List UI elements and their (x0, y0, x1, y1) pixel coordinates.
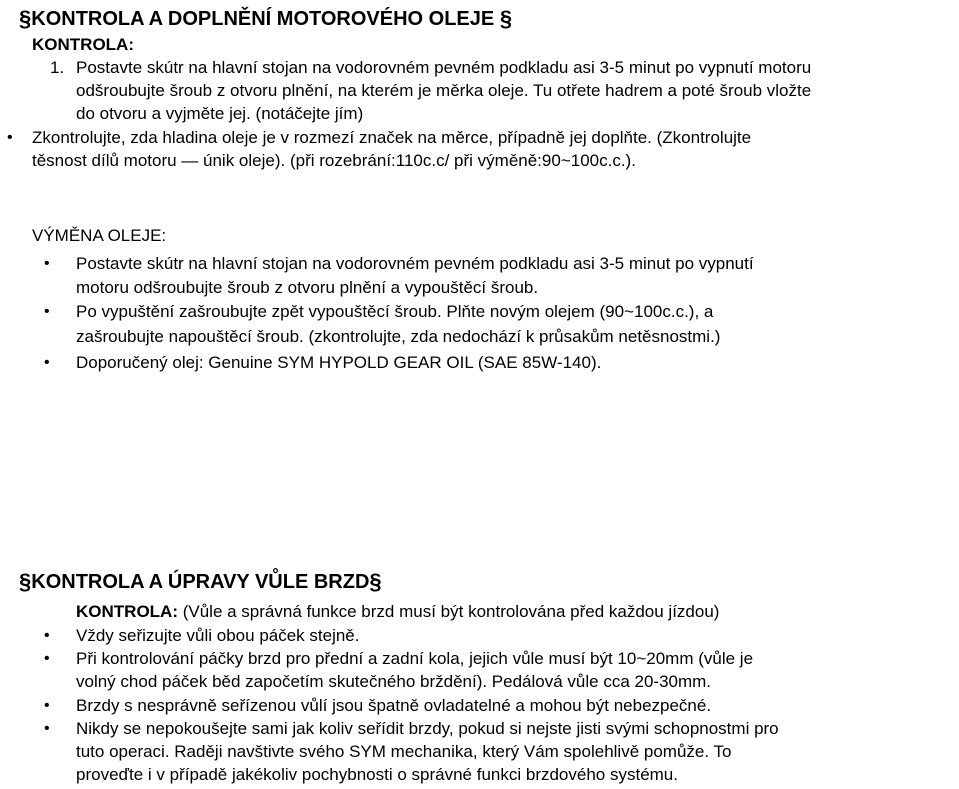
oil-change-heading: VÝMĚNA OLEJE: (32, 226, 167, 245)
oil-change-bullet-line: Doporučený olej: Genuine SYM HYPOLD GEAR OIL (SAE 85W-140). (76, 353, 602, 372)
brake-check-line (76, 600, 719, 623)
brake-bullet-line: Brzdy s nesprávně seřízenou vůlí jsou špatně ovladatelné a mohou být nebezpečné. (76, 696, 712, 715)
section-marker-icon: § (19, 569, 32, 594)
bullet-icon: • (44, 720, 50, 737)
bullet-icon: • (44, 650, 50, 667)
step1-line: odšroubujte šroub z otvoru plnění, na kterém je měrka oleje. Tu otřete hadrem a poté šroub vložte (76, 81, 812, 100)
brake-title-text: KONTROLA A ÚPRAVY VŮLE BRZD (31, 571, 370, 593)
brake-section-title (19, 569, 382, 595)
brake-bullet-line: volný chod páček běd započetím skutečného brždění). Pedálová vůle cca 20-30mm. (76, 672, 712, 691)
step-number: 1. (50, 58, 65, 77)
brake-bullet-line: Při kontrolování páčky brzd pro přední a zadní kola, jejich vůle musí být 10~20mm (vůle je (76, 649, 754, 668)
bullet-icon: • (44, 303, 50, 320)
bullet-icon: • (44, 255, 50, 272)
bullet-icon: • (7, 129, 13, 146)
oil-section-title (19, 6, 512, 32)
bullet-icon: • (44, 627, 50, 644)
oil-change-bullet-line: Po vypuštění zašroubujte zpět vypouštěcí šroub. Plňte novým olejem (90~100c.c.), a (76, 302, 714, 321)
bullet-icon: • (44, 354, 50, 371)
brake-check-label: KONTROLA: (76, 602, 178, 621)
section-marker-icon: § (369, 569, 382, 594)
section-marker-icon: § (499, 6, 513, 31)
oil-check-bullet-line: Zkontrolujte, zda hladina oleje je v rozmezí značek na měrce, případně jej doplňte. (Zkontrolujte (32, 128, 752, 147)
section-marker-icon: § (19, 6, 32, 31)
step1-line: do otvoru a vyjměte jej. (notáčejte jím) (76, 104, 364, 123)
oil-check-heading: KONTROLA: (32, 35, 134, 54)
brake-bullet-line: Nikdy se nepokoušejte sami jak koliv seřídit brzdy, pokud si nejste jisti svými schopnostmi pro (76, 719, 779, 738)
step1-line: Postavte skútr na hlavní stojan na vodorovném pevném podkladu asi 3-5 minut po vypnutí motoru (76, 58, 812, 77)
oil-change-bullet-line: Postavte skútr na hlavní stojan na vodorovném pevném podkladu asi 3-5 minut po vypnutí (76, 254, 754, 273)
brake-bullet-line: proveďte i v případě jakékoliv pochybnosti o správné funkci brzdového systému. (76, 765, 678, 784)
brake-bullet-line: Vždy seřizujte vůli obou páček stejně. (76, 626, 360, 645)
bullet-icon: • (44, 697, 50, 714)
oil-change-bullet-line: zašroubujte napouštěcí šroub. (zkontrolujte, zda nedochází k průsakům netěsnostmi.) (76, 327, 721, 346)
brake-bullet-line: tuto operaci. Raději navštivte svého SYM mechanika, který Vám spolehlivě pomůže. To (76, 742, 732, 761)
oil-title-text: KONTROLA A DOPLNĚNÍ MOTOROVÉHO OLEJE (31, 8, 495, 30)
oil-check-bullet-line: těsnost dílů motoru — únik oleje). (při rozebrání:110c.c/ při výměně:90~100c.c.). (32, 151, 636, 170)
brake-check-text: (Vůle a správná funkce brzd musí být kontrolována před každou jízdou) (177, 602, 720, 621)
oil-change-bullet-line: motoru odšroubujte šroub z otvoru plnění a vypouštěcí šroub. (76, 278, 539, 297)
